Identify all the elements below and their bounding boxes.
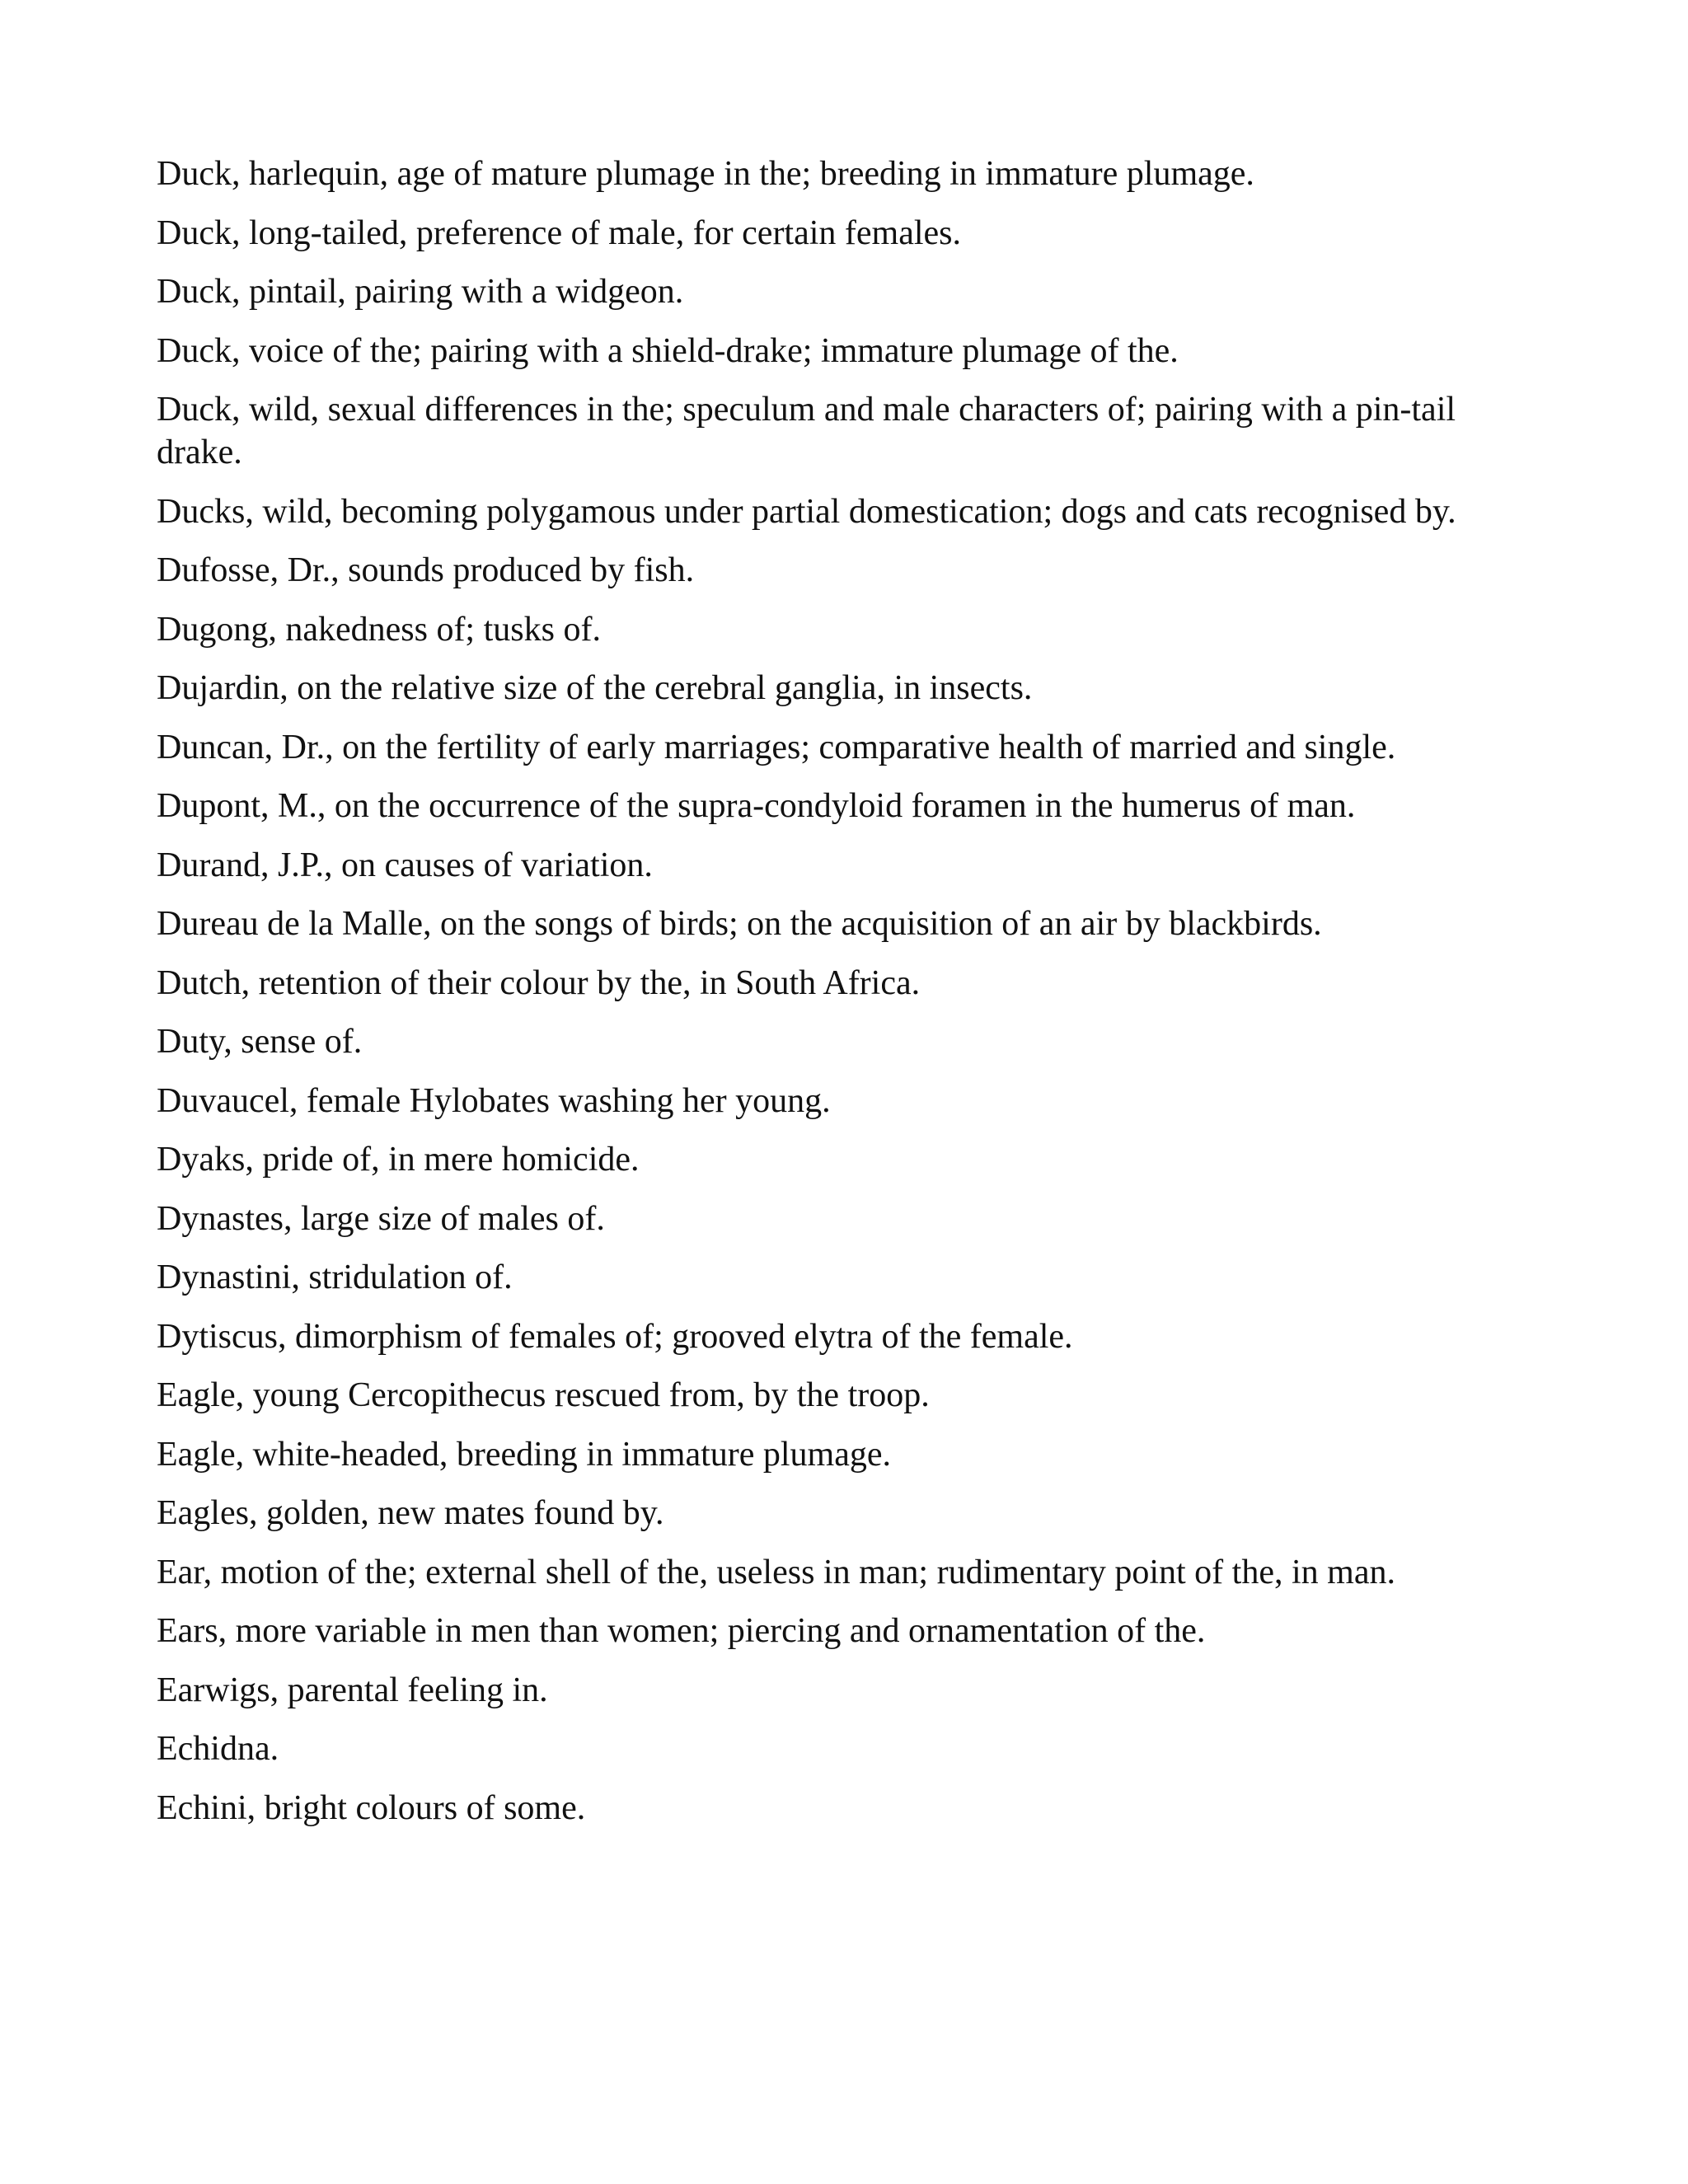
- index-entry: Echini, bright colours of some.: [157, 1788, 586, 1827]
- index-entry: Duck, pintail, pairing with a widgeon.: [157, 273, 684, 311]
- index-entry: Dureau de la Malle, on the songs of birds; on the acquisition of an air by blackbirds.: [157, 905, 1322, 943]
- index-entry: Eagles, golden, new mates found by.: [157, 1494, 664, 1532]
- index-entry: Duvaucel, female Hylobates washing her young.: [157, 1081, 831, 1120]
- index-entry: Eagle, young Cercopithecus rescued from, by the troop.: [157, 1376, 930, 1414]
- index-entry: Duck, harlequin, age of mature plumage in the; breeding in immature plumage.: [157, 155, 1254, 193]
- index-entry: Duncan, Dr., on the fertility of early marriages; comparative health of married and single.: [157, 728, 1396, 766]
- index-entry: Dyaks, pride of, in mere homicide.: [157, 1141, 640, 1179]
- index-entry: Ear, motion of the; external shell of the, useless in man; rudimentary point of the, in man.: [157, 1553, 1395, 1591]
- index-entry: Duck, wild, sexual differences in the; speculum and male characters of; pairing with a pin-tail drake.: [157, 391, 1456, 471]
- index-entry: Duck, voice of the; pairing with a shield-drake; immature plumage of the.: [157, 331, 1179, 370]
- index-entry: Ducks, wild, becoming polygamous under partial domestication; dogs and cats recognised by.: [157, 492, 1456, 531]
- index-entry-list: [157, 152, 1517, 1845]
- index-entry: Dytiscus, dimorphism of females of; grooved elytra of the female.: [157, 1317, 1073, 1356]
- index-entry: Earwigs, parental feeling in.: [157, 1671, 548, 1709]
- index-entry: Echidna.: [157, 1730, 279, 1768]
- index-entry: Dynastes, large size of males of.: [157, 1199, 605, 1238]
- index-entry: Dufosse, Dr., sounds produced by fish.: [157, 551, 695, 589]
- index-entry: Dujardin, on the relative size of the cerebral ganglia, in insects.: [157, 669, 1033, 707]
- index-entry: Dutch, retention of their colour by the, in South Africa.: [157, 963, 921, 1002]
- index-entry: Dugong, nakedness of; tusks of.: [157, 610, 601, 649]
- index-entry: Dupont, M., on the occurrence of the supra-condyloid foramen in the humerus of man.: [157, 787, 1356, 825]
- index-entry: Durand, J.P., on causes of variation.: [157, 846, 653, 884]
- index-entry: Eagle, white-headed, breeding in immature plumage.: [157, 1435, 892, 1474]
- index-entry: Ears, more variable in men than women; piercing and ornamentation of the.: [157, 1612, 1206, 1650]
- index-entry: Duty, sense of.: [157, 1023, 363, 1061]
- index-entry: Dynastini, stridulation of.: [157, 1258, 513, 1296]
- index-entry: Duck, long-tailed, preference of male, for certain females.: [157, 213, 962, 252]
